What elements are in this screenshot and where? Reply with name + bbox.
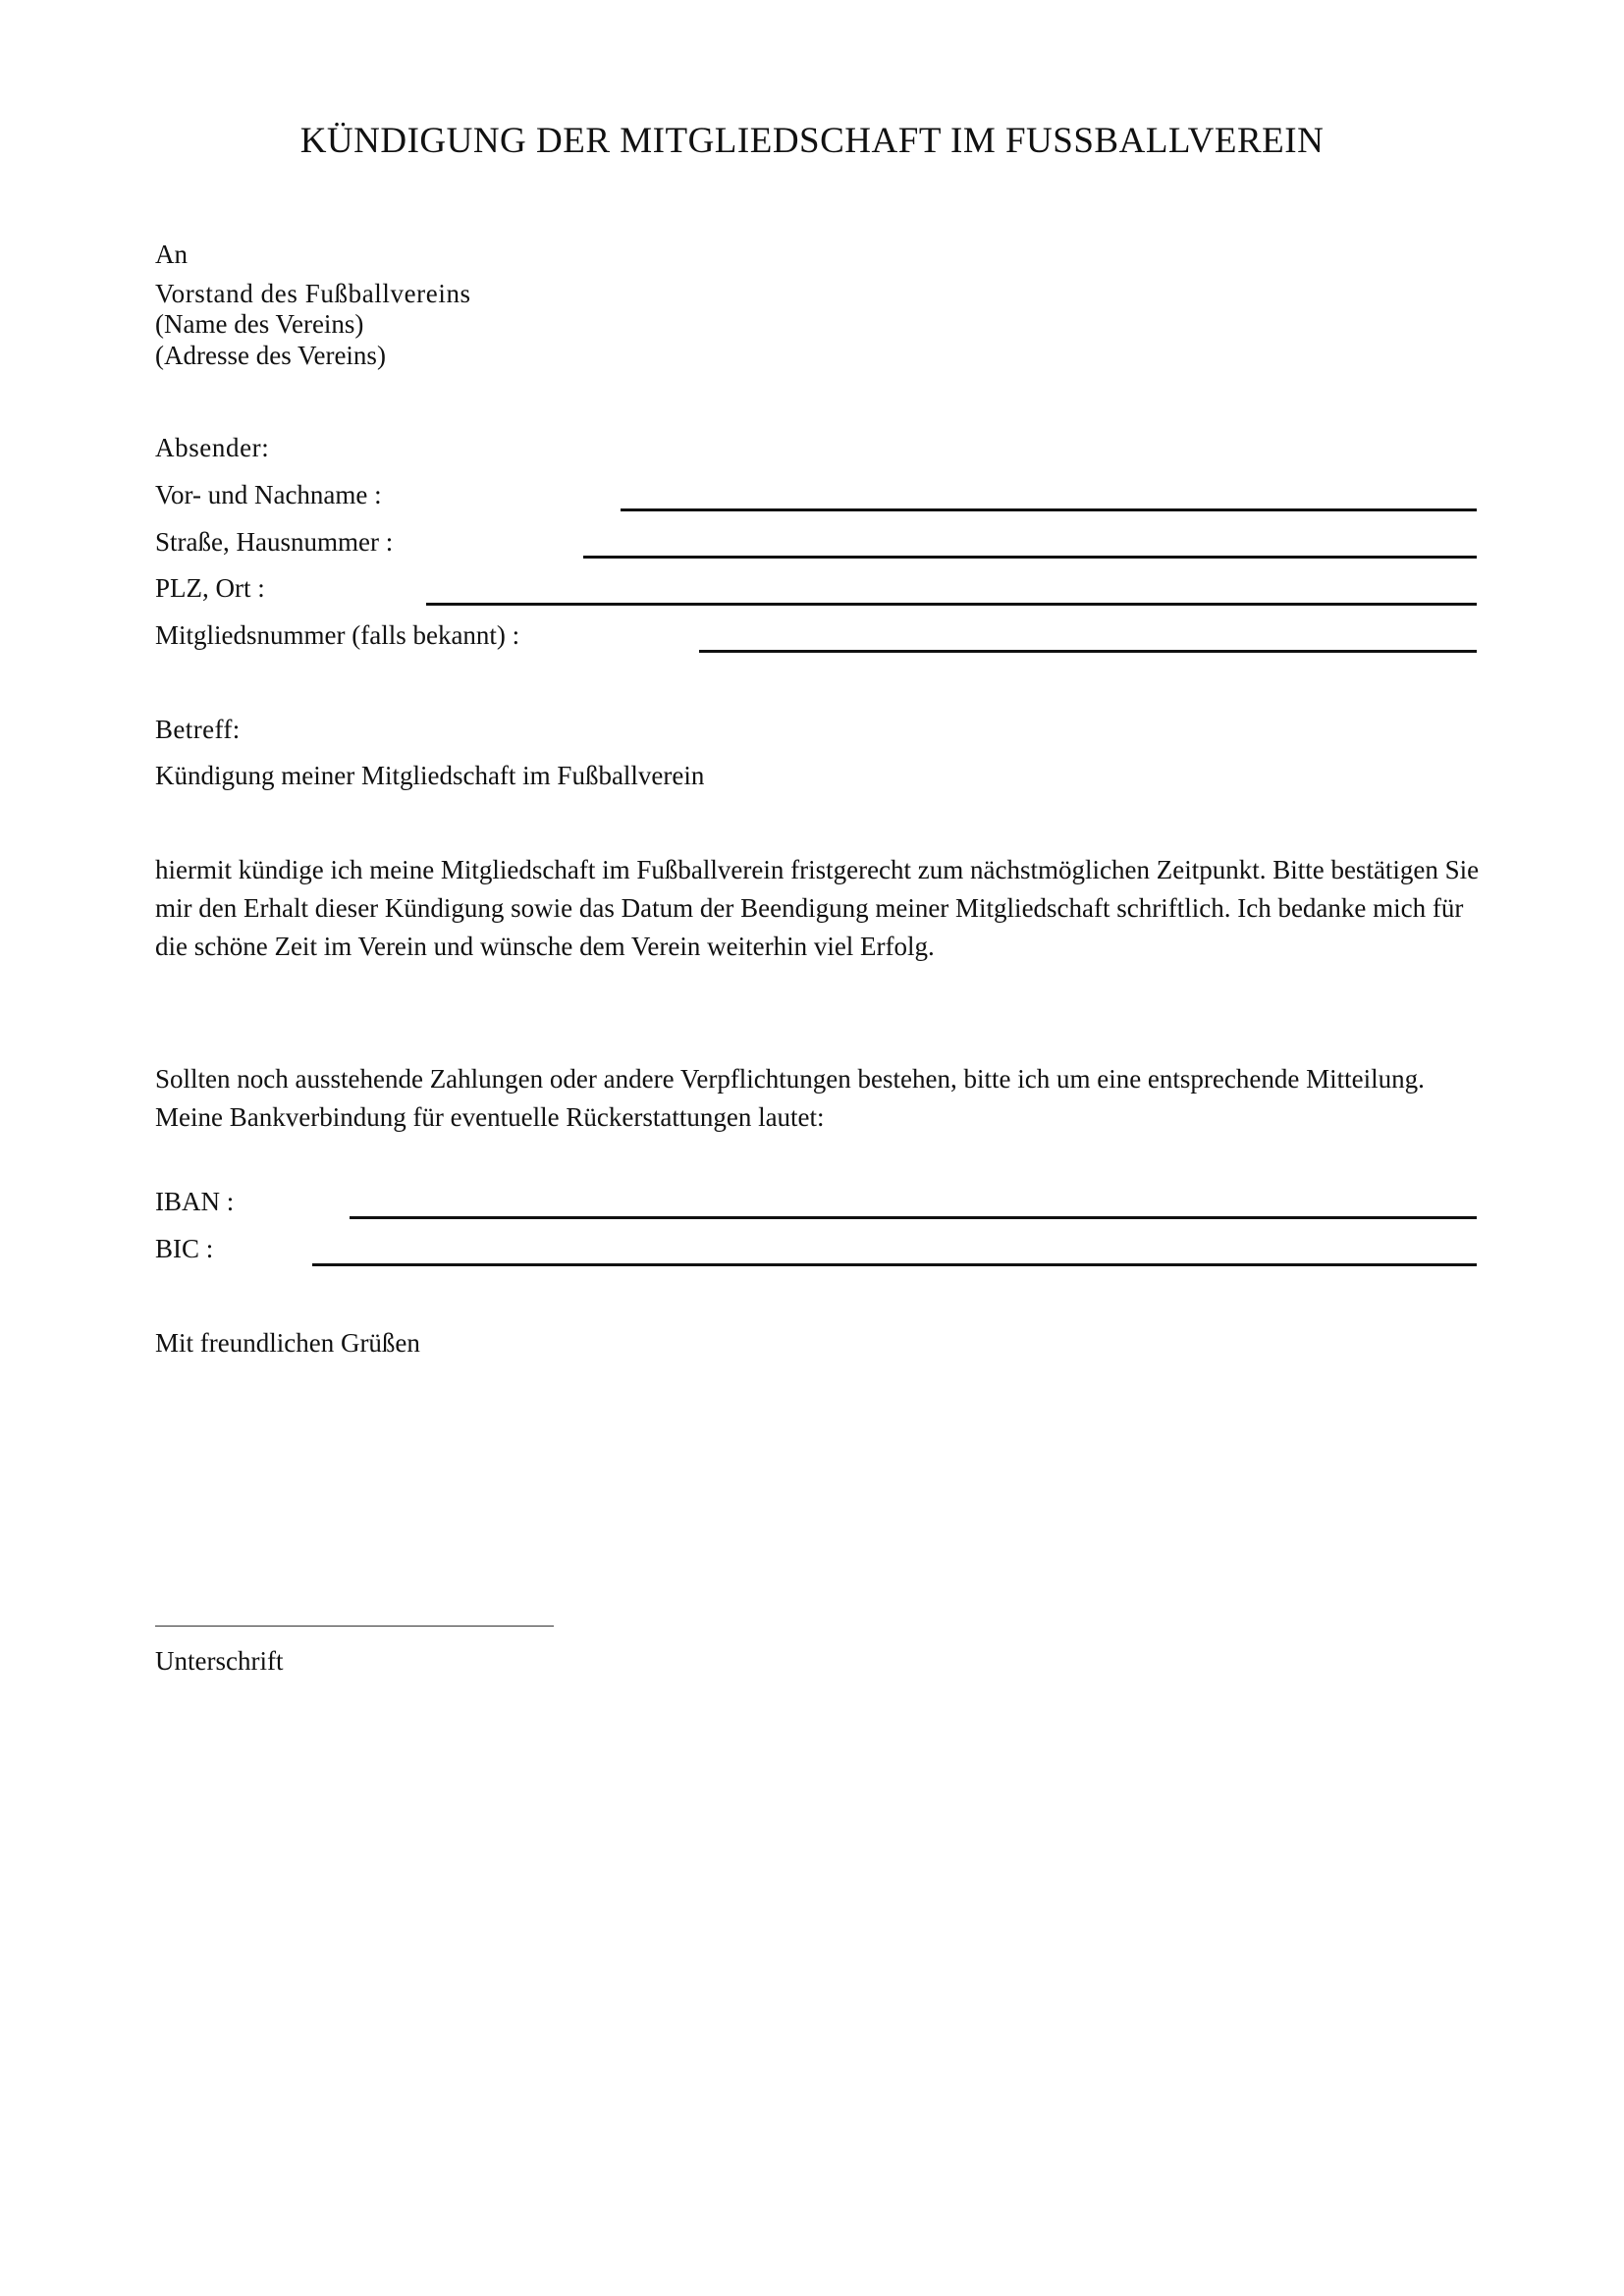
bic-label: BIC : — [155, 1234, 214, 1263]
signature-label: Unterschrift — [155, 1646, 284, 1676]
signature-line[interactable] — [155, 1626, 554, 1627]
recipient-to-label: An — [155, 240, 188, 269]
sender-heading: Absender: — [155, 433, 270, 462]
sender-city-field[interactable] — [426, 603, 1477, 606]
bic-field[interactable] — [312, 1263, 1477, 1266]
body-paragraph-1: hiermit kündige ich meine Mitgliedschaft im Fußballverein fristgerecht zum nächstmöglichen Zeitpunkt. Bitte bestätigen Sie mir den Erhalt dieser Kündigung sowie das Datum der Beendigung meiner Mitgliedschaft schriftlich. Ich bedanke mich für die schöne Zeit im Verein und wünsche dem Verein weiterhin viel Erfolg. — [155, 855, 1480, 961]
sender-member-number-field[interactable] — [699, 650, 1477, 653]
document-title: KÜNDIGUNG DER MITGLIEDSCHAFT IM FUSSBALLVEREIN — [299, 121, 1325, 161]
sender-street-field[interactable] — [583, 556, 1477, 559]
iban-label: IBAN : — [155, 1187, 235, 1216]
recipient-club-name: (Name des Vereins) — [155, 309, 364, 339]
iban-field[interactable] — [350, 1216, 1477, 1219]
sender-name-label: Vor- und Nachname : — [155, 480, 382, 509]
sender-member-number-label: Mitgliedsnummer (falls bekannt) : — [155, 620, 520, 650]
recipient-board: Vorstand des Fußballvereins — [155, 279, 471, 308]
body-paragraph-2: Sollten noch ausstehende Zahlungen oder andere Verpflichtungen bestehen, bitte ich um eine entsprechende Mitteilung. Meine Bankverbindung für eventuelle Rückerstattungen lautet: — [155, 1064, 1425, 1132]
sender-city-label: PLZ, Ort : — [155, 573, 265, 603]
sender-street-label: Straße, Hausnummer : — [155, 527, 394, 557]
subject-heading: Betreff: — [155, 715, 241, 744]
recipient-club-address: (Adresse des Vereins) — [155, 341, 386, 370]
closing-greeting: Mit freundlichen Grüßen — [155, 1328, 420, 1358]
subject-text: Kündigung meiner Mitgliedschaft im Fußballverein — [155, 761, 705, 790]
sender-name-field[interactable] — [621, 508, 1477, 511]
